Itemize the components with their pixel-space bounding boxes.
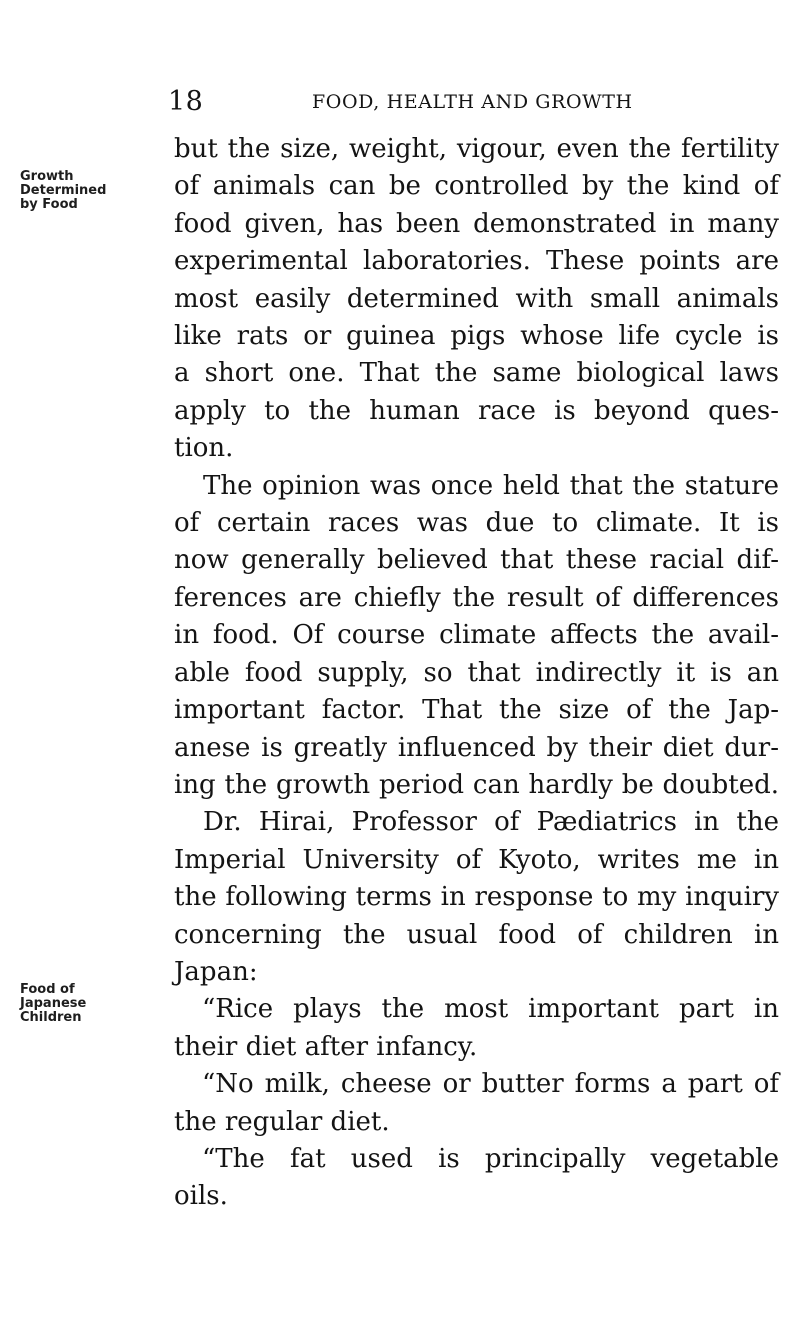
sidenote-line: Food of	[20, 982, 75, 997]
text-line: like rats or guinea pigs whose life cycle is	[174, 321, 779, 352]
sidenote-line: Determined	[20, 183, 107, 198]
text-line: of animals can be controlled by the kind of	[174, 171, 779, 202]
page-number: 18	[168, 86, 204, 117]
text-line: in food. Of course climate affects the avail-	[174, 620, 779, 651]
text-line: tion.	[174, 433, 234, 464]
text-line: experimental laboratories. These points are	[174, 246, 779, 277]
text-line: now generally believed that these racial dif-	[174, 545, 779, 576]
text-line: a short one. That the same biological laws	[174, 358, 779, 389]
text-line: but the size, weight, vigour, even the fertility	[174, 134, 779, 164]
text-line: able food supply, so that indirectly it is an	[174, 657, 779, 688]
text-line: ferences are chiefly the result of differences	[174, 582, 779, 613]
page-header	[168, 86, 650, 122]
text-line: oils.	[174, 1181, 228, 1212]
text-line: Imperial University of Kyoto, writes me in	[174, 844, 779, 875]
text-line: anese is greatly influenced by their diet dur-	[174, 732, 779, 763]
sidenote-growth-determined-by-food	[20, 170, 130, 212]
body-text	[174, 131, 779, 1216]
text-line: ing the growth period can hardly be doubted.	[174, 769, 779, 800]
text-line: food given, has been demonstrated in many	[174, 208, 779, 239]
text-line: “Rice plays the most important part in	[202, 994, 779, 1025]
running-head: FOOD, HEALTH AND GROWTH	[312, 91, 633, 113]
sidenote-line: Japanese	[20, 996, 87, 1011]
text-line: most easily determined with small animals	[174, 283, 779, 314]
text-line: their diet after infancy.	[174, 1031, 478, 1062]
text-line: of certain races was due to climate. It is	[174, 508, 779, 539]
sidenote-line: by Food	[20, 197, 78, 212]
text-line: Dr. Hirai, Professor of Pædiatrics in the	[203, 807, 779, 838]
text-line: “No milk, cheese or butter forms a part of	[202, 1069, 779, 1100]
sidenote-line: Children	[20, 1010, 82, 1025]
text-line: “The fat used is principally vegetable	[202, 1143, 779, 1174]
text-line: the following terms in response to my inquiry	[174, 882, 779, 913]
text-line: The opinion was once held that the stature	[203, 470, 779, 501]
text-line: important factor. That the size of the Jap-	[174, 695, 779, 726]
sidenote-food-of-japanese-children	[20, 983, 130, 1025]
text-line: concerning the usual food of children in	[174, 919, 779, 950]
sidenote-line: Growth	[20, 169, 74, 184]
text-line: apply to the human race is beyond ques-	[174, 395, 779, 426]
text-line: Japan:	[174, 956, 258, 987]
text-line: the regular diet.	[174, 1106, 390, 1137]
